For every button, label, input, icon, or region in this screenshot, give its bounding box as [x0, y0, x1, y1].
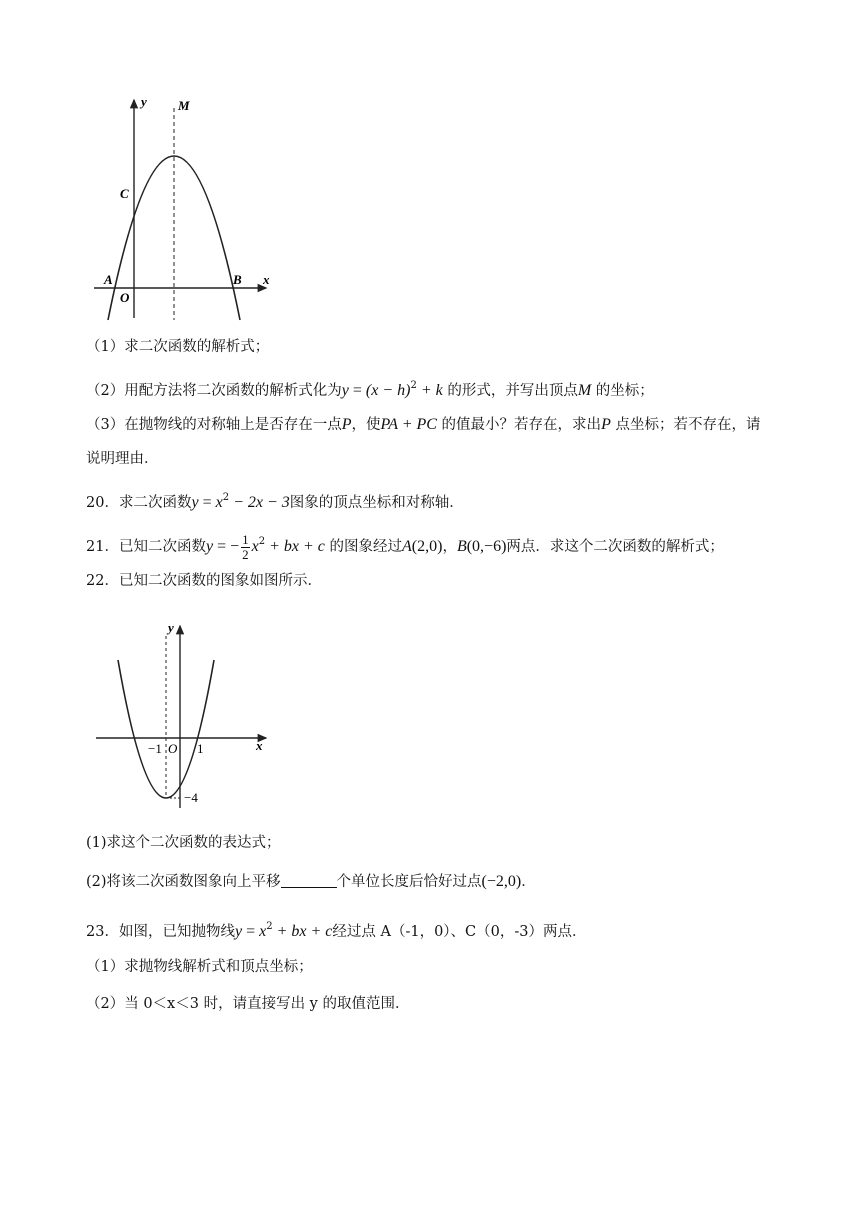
label-one: 1: [197, 741, 204, 756]
label-B: B: [233, 272, 242, 287]
label-neg1: −1: [148, 741, 162, 756]
label-O: O: [168, 741, 178, 756]
q19-part1: （1）求二次函数的解析式；: [86, 339, 270, 355]
q19-part3-cont: 说明理由．: [86, 451, 159, 467]
q23-part2: （2）当 0＜x＜3 时，请直接写出 y 的取值范围．: [86, 996, 410, 1012]
figure-parabola-2: [92, 616, 282, 811]
label-y: y: [168, 620, 174, 635]
q23-part1: （1）求抛物线解析式和顶点坐标；: [86, 959, 313, 975]
label-y: y: [141, 94, 147, 109]
question-22-stem: 22．已知二次函数的图象如图所示．: [86, 573, 322, 589]
question-21: 21．已知二次函数y = − $\frac{1}{2}$ $x^2$ + bx + c 的图象经过A(2,0)，B(0,−6)两点．求这个二次函数的解析式；: [86, 531, 724, 562]
label-M: M: [178, 98, 190, 113]
label-x: x: [256, 738, 263, 753]
fraction-one-half: $\frac{1}{2}$: [242, 531, 249, 562]
q19-part3: （3）在抛物线的对称轴上是否存在一点P，使PA + PC 的值最小？若存在，求出P 点坐标；若不存在，请: [86, 416, 761, 433]
answer-blank[interactable]: [281, 873, 337, 888]
q22-part2: (2)将该二次函数图象向上平移 个单位长度后恰好过点(−2,0)．: [86, 873, 536, 890]
label-A: A: [104, 272, 113, 287]
question-23: 23．如图，已知抛物线$y = x^2$ + bx + c经过点 A（-1，0）、C（0，-3）两点．: [86, 921, 587, 940]
label-neg4: −4: [184, 790, 198, 805]
label-O: O: [120, 290, 130, 305]
q22-part1: (1)求这个二次函数的表达式；: [86, 835, 281, 851]
q19-part2: （2）用配方法将二次函数的解析式化为$y = (x - h)^2 + k$ 的形式，并写出顶点M 的坐标；: [86, 380, 654, 399]
label-C: C: [120, 186, 129, 201]
label-x: x: [263, 272, 270, 287]
figure-parabola-1: [86, 88, 286, 338]
question-20: 20．求二次函数$y = x^2 - 2x - 3$图象的顶点坐标和对称轴．: [86, 492, 464, 511]
